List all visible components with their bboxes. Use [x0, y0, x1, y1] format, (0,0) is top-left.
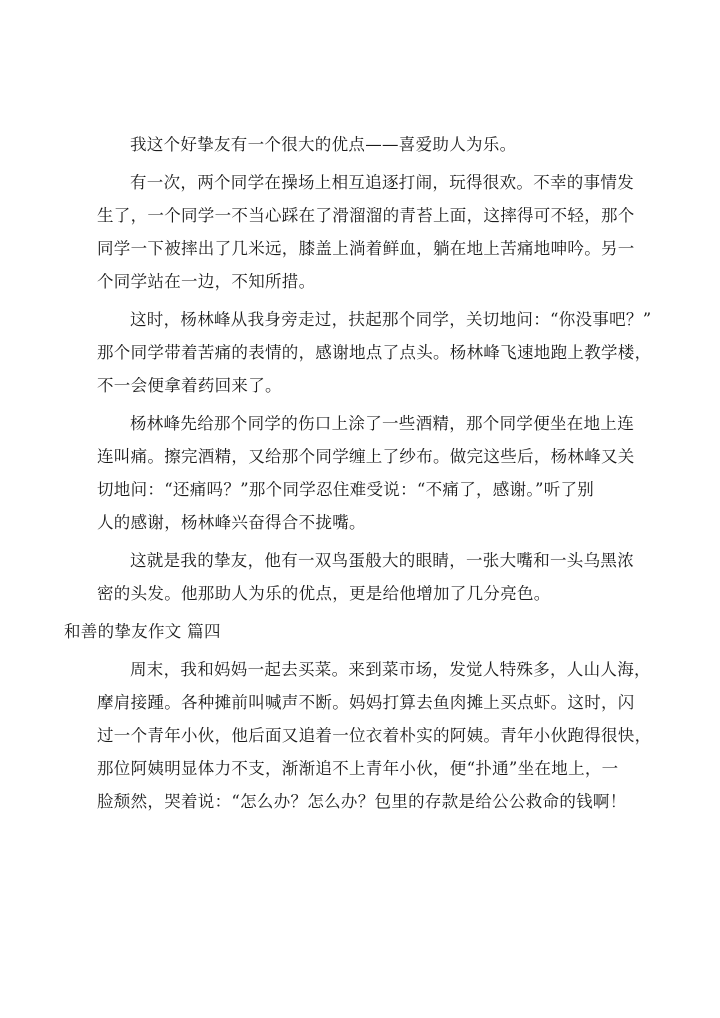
paragraph-6 — [97, 653, 652, 818]
paragraph-line: 连叫痛。擦完酒精，又给那个同学缠上了纱布。做完这些后，杨林峰又关 — [97, 447, 635, 466]
paragraph-line: 生了，一个同学一不当心踩在了滑溜溜的青苔上面，这摔得可不轻，那个 — [97, 206, 635, 225]
section-heading — [64, 615, 637, 648]
section-heading-text: 和善的挚友作文 篇四 — [64, 622, 221, 641]
paragraph-line: 切地问：“还痛吗？”那个同学忍住难受说：“不痛了，感谢。”听了别 — [97, 480, 595, 499]
paragraph-line: 有一次，两个同学在操场上相互追逐打闹，玩得很欢。不幸的事情发 — [130, 173, 634, 192]
paragraph-line: 个同学站在一边，不知所措。 — [97, 272, 316, 291]
paragraph-3 — [97, 303, 652, 402]
paragraph-line: 过一个青年小伙，他后面又追着一位衣着朴实的阿姨。青年小伙跑得很快， — [97, 726, 652, 745]
paragraph-line: 这时，杨林峰从我身旁走过，扶起那个同学，关切地问：“你没事吧？” — [130, 310, 652, 329]
paragraph-line: 密的头发。他那助人为乐的优点，更是给他增加了几分亮色。 — [97, 584, 551, 603]
paragraph-line: 人的感谢，杨林峰兴奋得合不拢嘴。 — [97, 513, 366, 532]
paragraph-line: 脸颓然，哭着说：“怎么办？怎么办？包里的存款是给公公救命的钱啊！ — [97, 792, 627, 811]
paragraph-line: 周末，我和妈妈一起去买菜。来到菜市场，发觉人特殊多，人山人海， — [130, 660, 651, 679]
paragraph-line: 同学一下被摔出了几米远，膝盖上淌着鲜血，躺在地上苦痛地呻吟。另一 — [97, 239, 635, 258]
document-body — [64, 128, 652, 823]
paragraph-line: 杨林峰先给那个同学的伤口上涂了一些酒精，那个同学便坐在地上连 — [130, 414, 634, 433]
paragraph-line: 我这个好挚友有一个很大的优点——喜爱助人为乐。 — [130, 135, 517, 154]
paragraph-5 — [97, 544, 637, 610]
paragraph-line: 不一会便拿着药回来了。 — [97, 376, 282, 395]
paragraph-line: 那个同学带着苦痛的表情的，感谢地点了点头。杨林峰飞速地跑上教学楼， — [97, 343, 652, 362]
paragraph-line: 那位阿姨明显体力不支，渐渐追不上青年小伙，便“扑通”坐在地上，一 — [97, 759, 619, 778]
paragraph-2 — [97, 166, 637, 298]
paragraph-line: 这就是我的挚友，他有一双鸟蛋般大的眼睛，一张大嘴和一头乌黑浓 — [130, 551, 634, 570]
paragraph-line: 摩肩接踵。各种摊前叫喊声不断。妈妈打算去鱼肉摊上买点虾。这时，闪 — [97, 693, 635, 712]
paragraph-4 — [97, 407, 637, 539]
paragraph-1 — [97, 128, 637, 161]
